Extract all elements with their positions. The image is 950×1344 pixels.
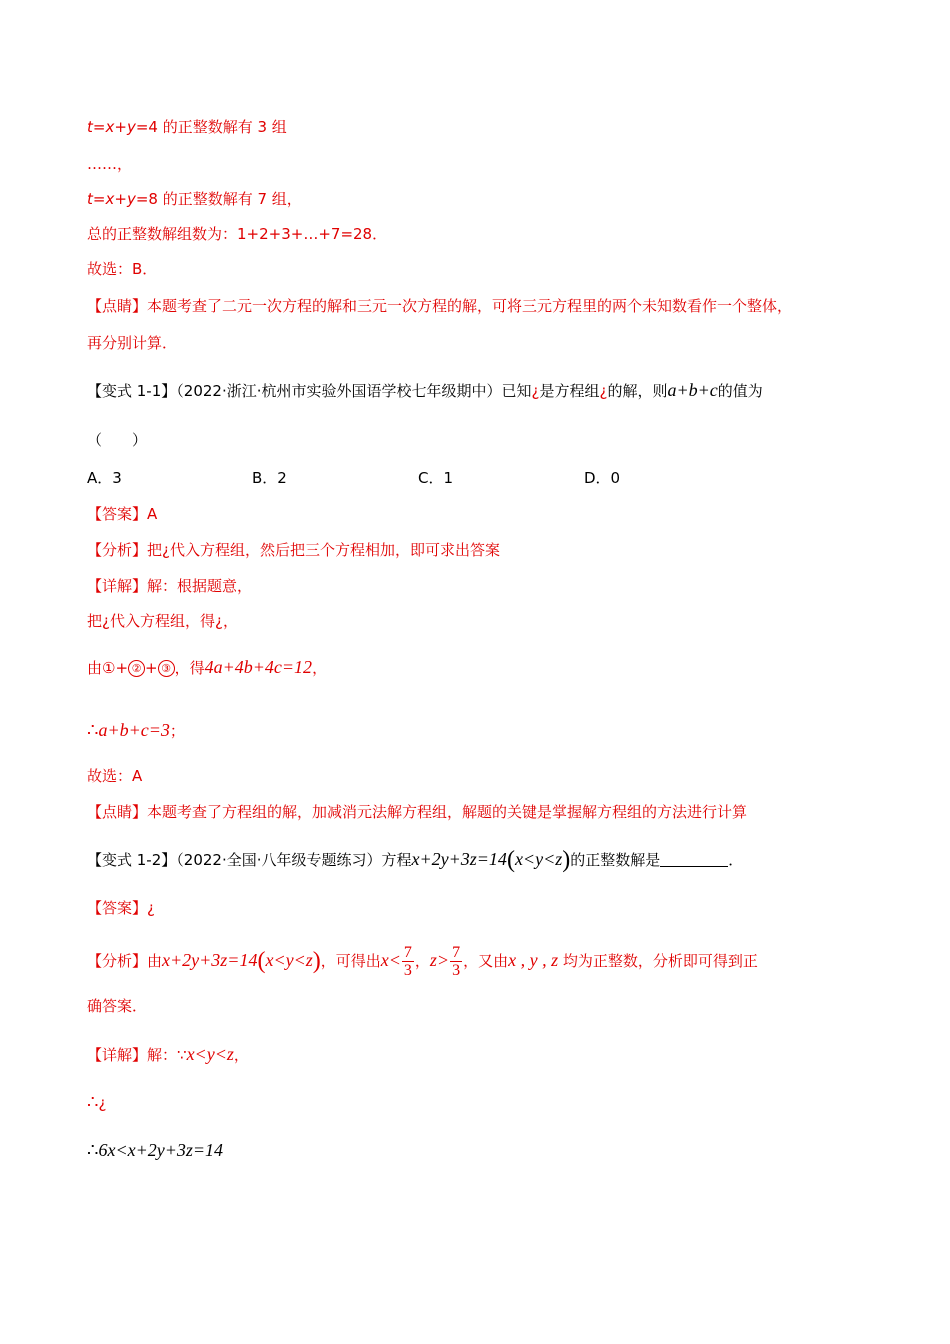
inequality: x< <box>380 950 401 970</box>
plus-sign: + <box>114 190 127 208</box>
substitute-text: 把 <box>87 612 103 630</box>
question-tag: 【变式 1-1】 <box>87 382 177 400</box>
question-1-1 <box>87 380 763 401</box>
detail-line <box>87 1044 249 1065</box>
result-expression: a+b+c=3 <box>98 720 170 740</box>
substitute-text: ， <box>222 612 238 630</box>
comment-text: 本题考查了方程组的解，加减消元法解方程组，解题的关键是掌握解方程组的方法进行计算 <box>147 803 748 821</box>
variables: x , y , z <box>508 950 559 970</box>
question-text: ． <box>728 851 744 869</box>
inequality-expression: 6x<x+2y+3z=14 <box>98 1140 224 1160</box>
option-c: C．1 <box>418 469 454 487</box>
line-text: =4 的正整数解有 3 组 <box>135 118 287 136</box>
answer-paren: （ ） <box>87 431 148 449</box>
therefore-symbol: ∴ <box>87 1140 99 1160</box>
var-y: y <box>126 190 136 208</box>
missing-symbol: ¿ <box>531 382 540 400</box>
missing-symbol: ¿ <box>98 1094 107 1112</box>
solution-line-t4 <box>87 117 287 137</box>
total-count-line: 总的正整数解组数为：1+2+3+…+7=28． <box>87 225 388 243</box>
plus-sign: + <box>145 659 158 677</box>
question-source: （2022·全国·八年级专题练习）方程 <box>176 851 412 869</box>
question-1-2: 【变式 1-2】（2022·全国·八年级专题练习）方程x+2y+3z=14(x<y<z)的正整数解是 ． <box>87 847 744 873</box>
analysis-text: ，可得出 <box>320 952 381 970</box>
analysis-line-2: 确答案． <box>87 997 148 1015</box>
analysis-text: ，又由 <box>463 952 509 970</box>
comment-line <box>87 802 747 822</box>
plus-sign: + <box>114 118 127 136</box>
therefore-symbol: ∴ <box>87 720 99 740</box>
ellipsis-line: ……， <box>87 155 133 173</box>
missing-symbol: ¿ <box>162 541 170 559</box>
detail-expression: x<y<z <box>186 1044 234 1064</box>
result-line <box>87 720 185 741</box>
comment-line <box>87 296 792 316</box>
detail-tag: 【详解】 <box>87 577 148 595</box>
analysis-line: 【分析】由x+2y+3z=14(x<y<z)，可得出x< $\frac{7}{3}$ ，z> $\frac{7}{3}$ ，又由x , y , z 均为正整数，分析即可得到正 <box>87 944 758 979</box>
fraction <box>402 944 414 979</box>
option-a: A．3 <box>87 469 122 487</box>
therefore-symbol: ∴ <box>87 1092 99 1112</box>
condition: x<y<z <box>265 950 313 970</box>
choice-line: 故选：B． <box>87 260 158 278</box>
answer-tag: 【答案】 <box>87 899 148 917</box>
question-text: 的正整数解是 <box>570 851 661 869</box>
detail-tag: 【详解】 <box>87 1046 148 1064</box>
var-y: y <box>126 118 136 136</box>
answer-line <box>87 504 157 524</box>
sum-line <box>87 657 327 678</box>
comment-text: 本题考查了二元一次方程的解和三元一次方程的解，可将三元方程里的两个未知数看作一个整体， <box>147 297 793 315</box>
line-text: =8 的正整数解有 7 组， <box>135 190 302 208</box>
question-source: （2022·浙江·杭州市实验外国语学校七年级期中）已知 <box>176 382 532 400</box>
var-t: t <box>87 118 93 136</box>
circled-two: ② <box>128 660 145 677</box>
analysis-text: 由 <box>147 952 163 970</box>
sum-expression: 4a+4b+4c=12 <box>204 657 313 677</box>
option-b: B．2 <box>252 469 287 487</box>
substitute-text: 代入方程组，得 <box>109 612 215 630</box>
missing-symbol: ¿ <box>147 899 155 917</box>
analysis-tag: 【分析】 <box>87 952 148 970</box>
comment-tag: 【点睛】 <box>87 297 148 315</box>
sum-text: 由①+ <box>87 659 129 677</box>
equation: x+2y+3z=14 <box>411 849 507 869</box>
answer-value: A <box>147 505 158 523</box>
question-text: 的值为 <box>717 382 763 400</box>
fraction-numerator: 7 <box>403 944 412 961</box>
circled-three: ③ <box>158 660 175 677</box>
analysis-text: 均为正整数，分析即可得到正 <box>558 952 758 970</box>
detail-text: ， <box>233 1046 249 1064</box>
substitute-line <box>87 611 238 631</box>
missing-symbol: ¿ <box>599 382 608 400</box>
question-tag: 【变式 1-2】 <box>87 851 177 869</box>
condition: x<y<z <box>514 849 563 869</box>
result-text: ； <box>169 722 185 740</box>
analysis-text: ， <box>414 952 430 970</box>
var-x: x <box>105 190 115 208</box>
therefore-line <box>87 1092 106 1113</box>
analysis-text: 代入方程组，然后把三个方程相加，即可求出答案 <box>170 541 501 559</box>
fraction-denominator: 3 <box>403 962 412 979</box>
missing-symbol: ¿ <box>215 612 223 630</box>
analysis-text: 把 <box>147 541 163 559</box>
equation: x+2y+3z=14 <box>162 950 258 970</box>
sum-text: ， <box>312 659 328 677</box>
var-x: x <box>105 118 115 136</box>
inequality: z> <box>429 950 450 970</box>
detail-text: 解：根据题意， <box>147 577 253 595</box>
fraction <box>450 944 462 979</box>
analysis-line <box>87 540 500 560</box>
var-t: t <box>87 190 93 208</box>
equals-sign: = <box>92 118 106 136</box>
fraction-denominator: 3 <box>452 962 461 979</box>
fraction-numerator: 7 <box>452 944 461 961</box>
solution-line-t8 <box>87 189 302 209</box>
missing-symbol: ¿ <box>102 612 110 630</box>
therefore-line-2 <box>87 1140 223 1161</box>
detail-text: 解：∵ <box>147 1046 187 1064</box>
question-text: 的解，则 <box>607 382 668 400</box>
comment-tag: 【点睛】 <box>87 803 148 821</box>
answer-blank[interactable] <box>660 852 728 867</box>
sum-text: ，得 <box>174 659 205 677</box>
analysis-tag: 【分析】 <box>87 541 148 559</box>
expression-a-b-c: a+b+c <box>667 380 718 400</box>
equals-sign: = <box>92 190 106 208</box>
question-text: 是方程组 <box>539 382 600 400</box>
detail-line <box>87 576 252 596</box>
answer-tag: 【答案】 <box>87 505 148 523</box>
choice-line: 故选：A <box>87 767 143 785</box>
comment-line-2: 再分别计算． <box>87 334 178 352</box>
answer-line <box>87 898 155 918</box>
option-d: D．0 <box>584 469 621 487</box>
